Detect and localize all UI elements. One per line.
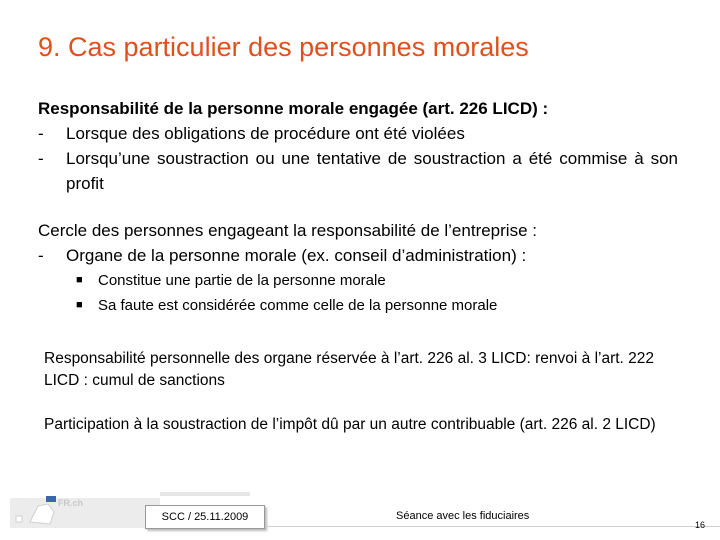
sub-list-item: ■ Constitue une partie de la personne morale <box>38 268 678 293</box>
list-item: - Lorsque des obligations de procédure ont été violées <box>38 121 678 146</box>
footer-divider <box>265 526 720 527</box>
square-bullet-icon: ■ <box>76 299 83 311</box>
dash-bullet: - <box>38 246 44 265</box>
square-bullet-icon: ■ <box>76 274 83 286</box>
list-item: - Lorsqu’une soustraction ou une tentative de soustraction a été commise à son profit <box>38 146 678 196</box>
paragraph-participation: Participation à la soustraction de l’impôt dû par un autre contribuable (art. 226 al. 2 LICD) <box>44 416 656 433</box>
svg-text:FR.ch: FR.ch <box>58 498 84 508</box>
footer-meeting: Séance avec les fiduciaires <box>396 510 530 522</box>
list-item: - Organe de la personne morale (ex. conseil d’administration) : <box>38 243 678 268</box>
section-heading: Cercle des personnes engageant la responsabilité de l’entreprise : <box>38 221 537 240</box>
dash-bullet: - <box>38 124 44 143</box>
footer-date: SCC / 25.11.2009 <box>145 505 265 529</box>
section-circle <box>38 218 678 318</box>
page-number: 16 <box>695 520 706 530</box>
section-liability <box>38 96 678 196</box>
paragraph-personal-liability: Responsabilité personnelle des organe réservée à l’art. 226 al. 3 LICD: renvoi à l’art. 222 LICD : cumul de sanctions <box>44 350 655 389</box>
dash-bullet: - <box>38 149 44 168</box>
section-heading: Responsabilité de la personne morale engagée (art. 226 LICD) : <box>38 99 549 118</box>
slide-title: 9. Cas particulier des personnes morales <box>38 32 529 62</box>
sub-list-item: ■ Sa faute est considérée comme celle de la personne morale <box>38 293 678 318</box>
